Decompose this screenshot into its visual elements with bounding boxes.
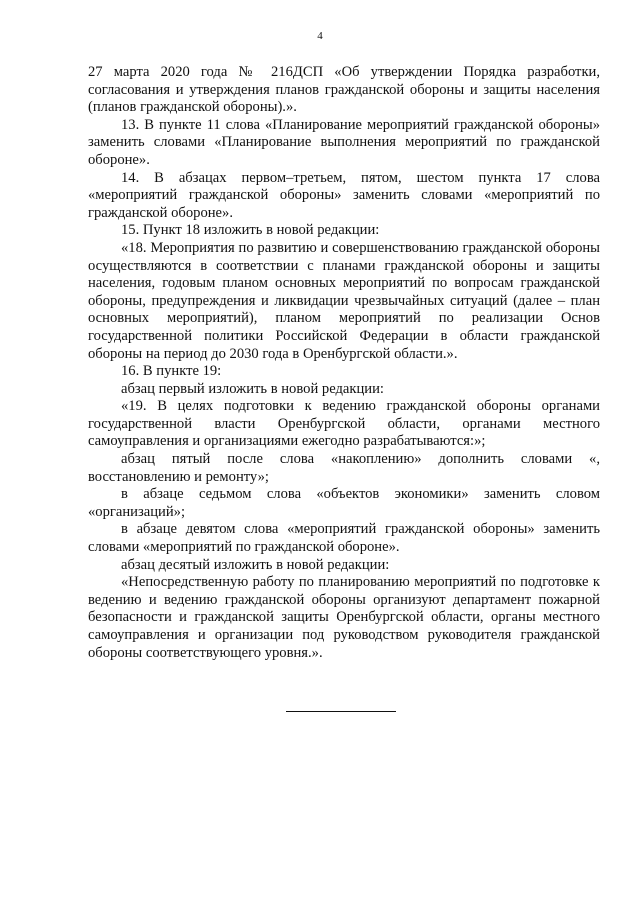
paragraph-continuation: 27 марта 2020 года № 216ДСП «Об утверждении Порядка разработки, согласования и утверждения планов гражданской обороны и защиты населения (планов гражданской обороны).».: [88, 64, 600, 116]
paragraph-abzac-9: в абзаце девятом слова «мероприятий гражданской обороны» заменить словами «мероприятий по гражданской обороне».: [88, 521, 600, 556]
paragraph-abzac-7: в абзаце седьмом слова «объектов экономики» заменить словом «организаций»;: [88, 486, 600, 520]
paragraph-item-13: 13. В пункте 11 слова «Планирование мероприятий гражданской обороны» заменить словами «Планирование выполнения мероприятий по гражданской обороне».: [88, 116, 600, 168]
closing-rule-divider: [286, 711, 396, 712]
paragraph-abzac-10-text: «Непосредственную работу по планированию мероприятий по подготовке к ведению и ведению гражданской обороны организуют департамент пожарной безопасности и гражданской защиты Оренбургской области, органы местного самоуправления и организации под руководством руководителя гражданской обороны соответствующего уровня.».: [88, 574, 600, 661]
paragraph-abzac-1: абзац первый изложить в новой редакции:: [121, 380, 384, 397]
paragraph-item-19-text: «19. В целях подготовки к ведению гражданской обороны органами государственной власти Оренбургской области, органами местного самоуправления и организациями ежегодно разрабатываются:»;: [88, 398, 600, 450]
paragraph-item-15: 15. Пункт 18 изложить в новой редакции:: [121, 222, 380, 239]
paragraph-item-14: 14. В абзацах первом–третьем, пятом, шестом пункта 17 слова «мероприятий гражданской обороны» заменить словами «мероприятий по гражданской обороне».: [88, 169, 600, 221]
paragraph-abzac-5: абзац пятый после слова «накоплению» дополнить словами «, восстановлению и ремонту»;: [88, 451, 600, 485]
paragraph-item-16: 16. В пункте 19:: [121, 363, 222, 380]
paragraph-abzac-10: абзац десятый изложить в новой редакции:: [121, 556, 390, 573]
document-body: [88, 64, 600, 662]
paragraph-item-18-text: «18. Мероприятия по развитию и совершенствованию гражданской обороны осуществляются в соответствии с планами гражданской обороны и защиты населения, годовым планом основных мероприятий по вопросам гражданской обороны, предупреждения и ликвидации чрезвычайных ситуаций (далее – план основных мероприятий), планом мероприятий по реализации Основ государственной политики Российской Федерации в области гражданской обороны на период до 2030 года в Оренбургской области.».: [88, 239, 600, 362]
page-number: 4: [317, 30, 323, 42]
